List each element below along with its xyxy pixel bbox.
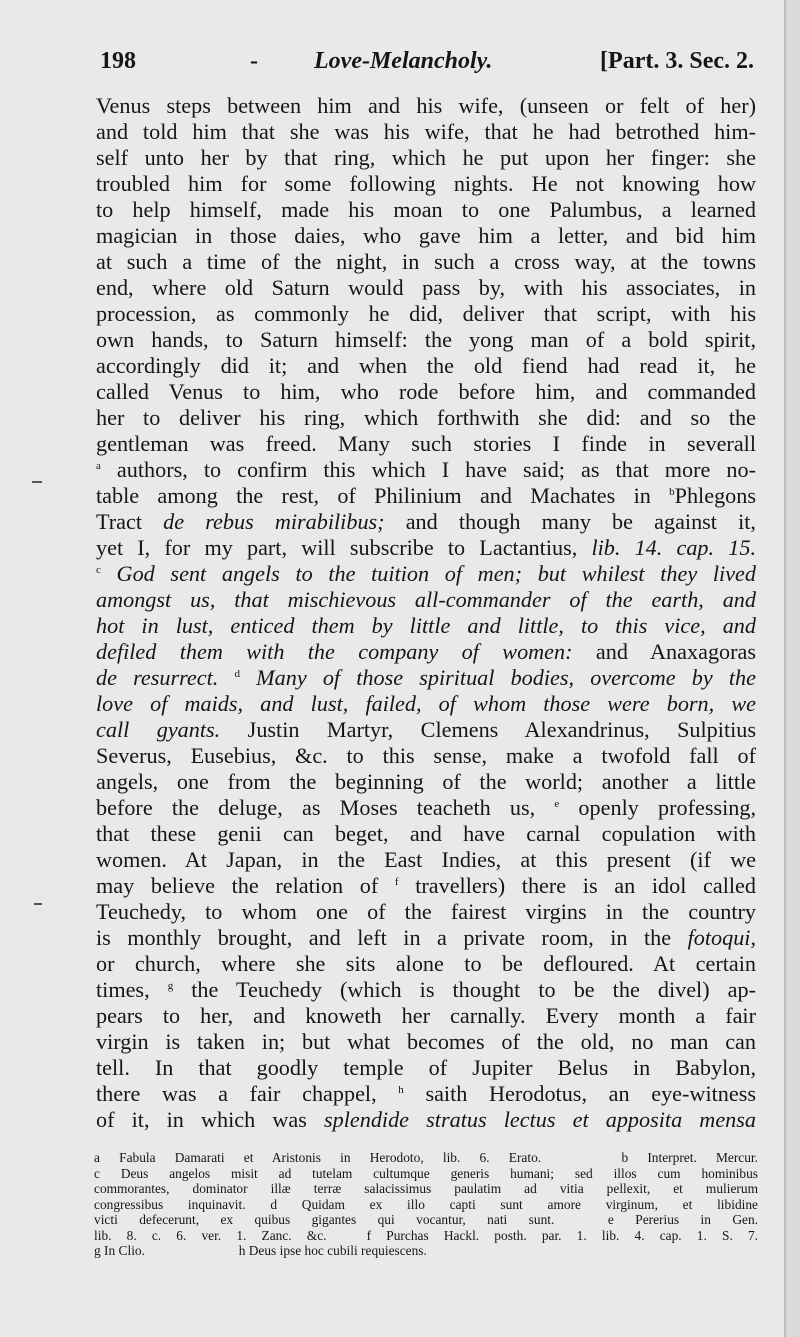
footnote-mark: e xyxy=(554,798,560,810)
italic-run: love of maids, and lust, failed, of whom those were born, we xyxy=(96,691,756,716)
text-line: pears to her, and knoweth her carnally. Every month a fair xyxy=(96,1003,756,1028)
italic-run: God sent angels to the tuition of men; but whilest they lived xyxy=(100,561,756,586)
text-line: that these genii can beget, and have carnal copulation with xyxy=(96,821,756,846)
footnote-mark: h xyxy=(398,1084,404,1096)
section-reference: [Part. 3. Sec. 2. xyxy=(600,48,754,74)
footnote-mark: f xyxy=(394,876,399,888)
text-run: Justin Martyr, Clemens Alexandrinus, Sulpitius xyxy=(220,717,756,742)
text-line: gentleman was freed. Many such stories I finde in severall xyxy=(96,431,756,456)
footnote-line xyxy=(94,1212,758,1228)
text-run: there was a fair chappel, xyxy=(96,1081,399,1106)
main-text xyxy=(96,93,756,1133)
footnotes xyxy=(94,1150,758,1259)
text-line xyxy=(96,535,756,561)
text-line xyxy=(96,717,756,743)
text-line: Teuchedy, to whom one of the fairest virgins in the country xyxy=(96,899,756,924)
text-run: yet I, for my part, will subscribe to Lactantius, xyxy=(96,535,592,560)
text-run: Phlegons xyxy=(674,483,756,508)
text-line: tell. In that goodly temple of Jupiter Belus in Babylon, xyxy=(96,1055,756,1080)
text-line xyxy=(96,665,756,691)
text-line xyxy=(96,587,756,613)
text-line: called Venus to him, who rode before him, and commanded xyxy=(96,379,756,404)
footnote-run: victi defecerunt, ex quibus gigantes qui vocantur, nati sunt. xyxy=(94,1212,555,1227)
text-run: before the deluge, as Moses teacheth us, xyxy=(96,795,555,820)
footnote-line: congressibus inquinavit. d Quidam ex illo capti sunt amore virginum, et libidine xyxy=(94,1196,758,1212)
italic-run: defiled them with the company of women: xyxy=(96,639,573,664)
footnote-e: e Pererius in Gen. xyxy=(607,1212,758,1227)
text-line: Severus, Eusebius, &c. to this sense, make a twofold fall of xyxy=(96,743,756,768)
footnote-line xyxy=(94,1228,758,1244)
footnote-run: lib. 8. c. 6. ver. 1. Zanc. &c. xyxy=(94,1227,327,1243)
text-run: openly professing, xyxy=(559,795,756,820)
page-header xyxy=(100,48,762,88)
text-run: saith Herodotus, an eye-witness xyxy=(403,1081,756,1106)
text-run: travellers) there is an idol called xyxy=(398,873,756,898)
header-dash: - xyxy=(250,48,258,74)
italic-run: splendide stratus lectus et apposita mensa xyxy=(324,1107,756,1132)
footnote-mark: c xyxy=(96,564,101,576)
text-line xyxy=(96,613,756,639)
footnote-line: commorantes, dominator illæ terræ salacissimus paulatim ad vitia pellexit, et mulierum xyxy=(94,1181,758,1196)
footnote-line xyxy=(94,1150,758,1166)
footnote-mark: b xyxy=(669,486,675,498)
page-number: 198 xyxy=(100,48,136,74)
italic-run: de resurrect. xyxy=(96,665,219,690)
text-run: times, xyxy=(96,977,168,1002)
text-line xyxy=(96,977,756,1003)
text-run: and though many be against it, xyxy=(384,509,756,534)
text-line: and told him that she was his wife, that he had betrothed him- xyxy=(96,119,756,144)
text-line: her to deliver his ring, which forthwith she did: and so the xyxy=(96,405,756,430)
text-line xyxy=(96,509,756,535)
text-line xyxy=(96,691,756,717)
text-run: authors, to confirm this which I have said; as that more no- xyxy=(100,457,756,482)
footnote-b: b Interpret. Mercur. xyxy=(621,1150,758,1165)
text-line: Venus steps between him and his wife, (unseen or felt of her) xyxy=(96,93,756,118)
text-line xyxy=(96,457,756,483)
footnote-mark: d xyxy=(234,668,240,680)
text-line: women. At Japan, in the East Indies, at this present (if we xyxy=(96,847,756,872)
footnote-h: h Deus ipse hoc cubili requiescens. xyxy=(238,1243,427,1258)
italic-run: amongst us, that mischievous all-commander of the earth, and xyxy=(96,587,756,612)
italic-run: Many of those spiritual bodies, overcome by the xyxy=(240,665,756,690)
text-run: Tract xyxy=(96,509,164,534)
italic-run: de rebus mirabilibus; xyxy=(163,509,385,534)
text-line xyxy=(96,795,756,821)
text-line xyxy=(96,561,756,587)
italic-run: fotoqui, xyxy=(687,925,756,950)
text-run: and Anaxagoras xyxy=(572,639,757,664)
text-line xyxy=(96,639,756,665)
footnote-f: f Purchas Hackl. posth. par. 1. lib. 4. cap. 1. S. 7. xyxy=(366,1227,758,1243)
text-line: at such a time of the night, in such a cross way, at the towns xyxy=(96,249,756,274)
text-line: accordingly did it; and when the old fiend had read it, he xyxy=(96,353,756,378)
footnote-mark: g xyxy=(167,980,174,992)
text-line: or church, where she sits alone to be defloured. At certain xyxy=(96,951,756,976)
text-line xyxy=(96,925,756,951)
text-line xyxy=(96,1081,756,1107)
footnote-line: c Deus angelos misit ad tutelam cultumque generis humani; sed illos cum hominibus xyxy=(94,1165,758,1181)
footnote-line xyxy=(94,1243,758,1259)
text-run: is monthly brought, and left in a private room, in the xyxy=(96,925,688,950)
italic-run: lib. 14. cap. 15. xyxy=(591,535,756,560)
text-line: troubled him for some following nights. He not knowing how xyxy=(96,171,756,196)
italic-run: hot in lust, enticed them by little and little, to this vice, and xyxy=(96,613,756,638)
margin-mark xyxy=(32,481,42,483)
text-line: virgin is taken in; but what becomes of the old, no man can xyxy=(96,1029,756,1054)
text-line: to help himself, made his moan to one Palumbus, a learned xyxy=(96,197,756,222)
text-line: own hands, to Saturn himself: the yong man of a bold spirit, xyxy=(96,327,756,352)
text-line xyxy=(96,1107,756,1133)
text-line: self unto her by that ring, which he put upon her finger: she xyxy=(96,145,756,170)
margin-mark xyxy=(34,903,42,905)
footnote-g: g In Clio. xyxy=(94,1243,145,1258)
text-line xyxy=(96,483,756,509)
text-line: procession, as commonly he did, deliver that script, with his xyxy=(96,301,756,326)
text-line: magician in those daies, who gave him a letter, and bid him xyxy=(96,223,756,248)
footnote-a: a Fabula Damarati et Aristonis in Herodoto, lib. 6. Erato. xyxy=(94,1150,542,1165)
text-run: the Teuchedy (which is thought to be the divel) ap- xyxy=(173,977,756,1002)
italic-run: call gyants. xyxy=(96,717,221,742)
text-run: may believe the relation of xyxy=(96,873,395,898)
running-title: Love-Melancholy. xyxy=(314,48,493,74)
footnote-mark: a xyxy=(96,460,101,472)
text-line: end, where old Saturn would pass by, with his associates, in xyxy=(96,275,756,300)
text-run: table among the rest, of Philinium and Machates in xyxy=(96,483,670,508)
text-run: of it, in which was xyxy=(96,1107,324,1132)
text-line: angels, one from the beginning of the world; another a little xyxy=(96,769,756,794)
text-line xyxy=(96,873,756,899)
footnote-separator xyxy=(95,1133,755,1134)
